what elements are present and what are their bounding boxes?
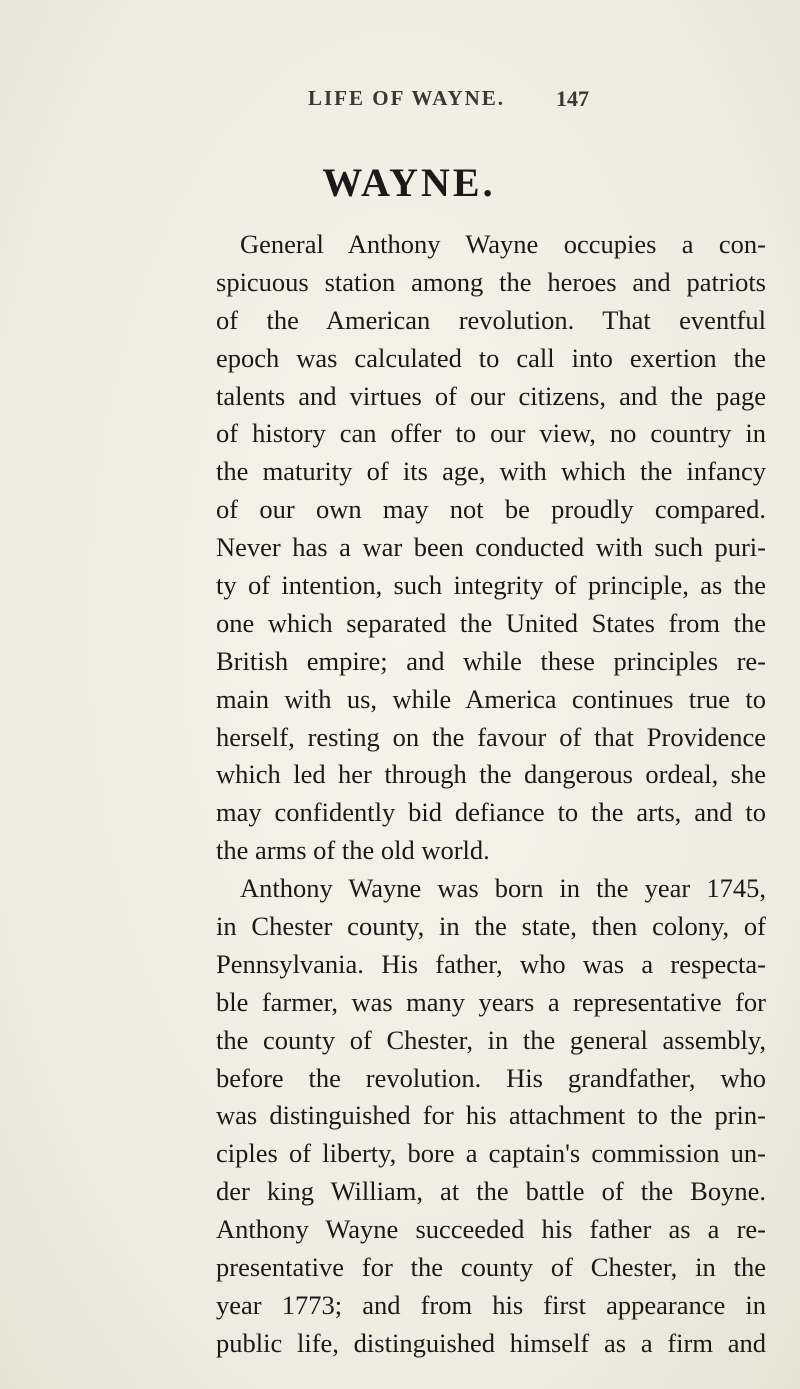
text-line: ciples of liberty, bore a captain's commission un- bbox=[216, 1138, 766, 1169]
text-line: Anthony Wayne succeeded his father as a re- bbox=[216, 1214, 766, 1245]
text-line: herself, resting on the favour of that Providence bbox=[216, 721, 766, 752]
running-head-title: LIFE OF WAYNE. bbox=[308, 86, 506, 110]
text-line: was distinguished for his attachment to the prin- bbox=[216, 1100, 766, 1131]
text-line: the maturity of its age, with which the infancy bbox=[216, 456, 766, 487]
text-line: talents and virtues of our citizens, and the page bbox=[216, 380, 766, 411]
text-line: ble farmer, was many years a representative for bbox=[216, 986, 766, 1017]
running-head bbox=[0, 86, 800, 114]
text-line: ty of intention, such integrity of principle, as the bbox=[216, 570, 766, 601]
text-line: Anthony Wayne was born in the year 1745, bbox=[240, 873, 766, 904]
text-line: public life, distinguished himself as a firm and bbox=[216, 1327, 766, 1358]
text-line: in Chester county, in the state, then colony, of bbox=[216, 911, 766, 942]
body-text bbox=[216, 226, 766, 1363]
chapter-title: WAYNE. bbox=[322, 160, 496, 205]
text-line: der king William, at the battle of the Boyne. bbox=[216, 1176, 766, 1207]
text-line: one which separated the United States from the bbox=[216, 607, 766, 638]
text-line: before the revolution. His grandfather, who bbox=[216, 1062, 766, 1093]
text-line: spicuous station among the heroes and patriots bbox=[216, 266, 766, 297]
text-line: of our own may not be proudly compared. bbox=[216, 494, 766, 525]
text-line: may confidently bid defiance to the arts, and to bbox=[216, 797, 766, 828]
text-line: of the American revolution. That eventful bbox=[216, 304, 766, 335]
text-line: General Anthony Wayne occupies a con- bbox=[240, 229, 766, 259]
text-line: Pennsylvania. His father, who was a respecta- bbox=[216, 948, 766, 979]
text-line: of history can offer to our view, no country in bbox=[216, 418, 766, 449]
text-line: main with us, while America continues true to bbox=[216, 683, 766, 714]
text-line: the county of Chester, in the general assembly, bbox=[216, 1024, 766, 1055]
page-number: 147 bbox=[556, 86, 589, 111]
text-line: epoch was calculated to call into exertion the bbox=[216, 342, 766, 373]
text-line: Never has a war been conducted with such puri- bbox=[216, 532, 766, 563]
text-line: which led her through the dangerous ordeal, she bbox=[216, 759, 766, 790]
text-line: the arms of the old world. bbox=[216, 835, 490, 866]
text-line: British empire; and while these principles re- bbox=[216, 645, 766, 676]
text-line: year 1773; and from his first appearance in bbox=[216, 1289, 766, 1320]
text-line: presentative for the county of Chester, in the bbox=[216, 1252, 766, 1283]
